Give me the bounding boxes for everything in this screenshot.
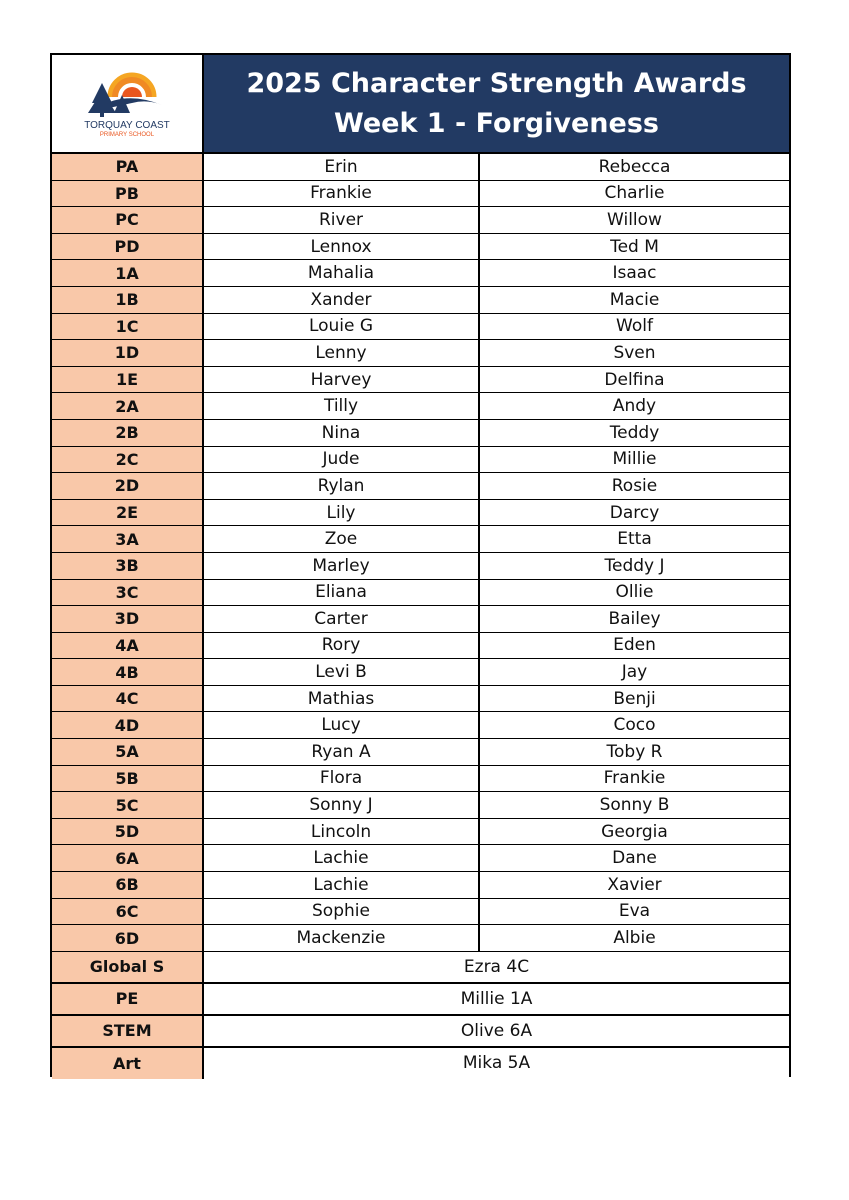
class-row — [52, 314, 789, 341]
class-label: 3D — [52, 606, 204, 632]
logo-text-line2: PRIMARY SCHOOL — [99, 132, 155, 138]
award-name-1: Rylan — [204, 473, 480, 499]
class-row — [52, 925, 789, 952]
class-label: 2B — [52, 420, 204, 446]
award-name-1: Louie G — [204, 314, 480, 340]
award-name-1: Lucy — [204, 712, 480, 738]
class-row — [52, 899, 789, 926]
class-label: 4C — [52, 686, 204, 712]
class-row — [52, 553, 789, 580]
award-name-2: Andy — [480, 393, 789, 419]
award-name-1: Zoe — [204, 526, 480, 552]
award-name-2: Coco — [480, 712, 789, 738]
class-label: 1E — [52, 367, 204, 393]
award-name-2: Frankie — [480, 766, 789, 792]
special-award-row — [52, 1016, 789, 1048]
award-name-2: Bailey — [480, 606, 789, 632]
special-award-name: Mika 5A — [204, 1048, 789, 1079]
title-banner — [204, 55, 789, 154]
award-name-2: Isaac — [480, 260, 789, 286]
special-award-row — [52, 984, 789, 1016]
class-row — [52, 340, 789, 367]
class-label: 6B — [52, 872, 204, 898]
award-name-2: Sonny B — [480, 792, 789, 818]
award-name-2: Teddy — [480, 420, 789, 446]
class-row — [52, 500, 789, 527]
award-name-2: Toby R — [480, 739, 789, 765]
class-row — [52, 473, 789, 500]
award-name-2: Sven — [480, 340, 789, 366]
award-name-1: Lincoln — [204, 819, 480, 845]
award-name-2: Ted M — [480, 234, 789, 260]
award-name-2: Wolf — [480, 314, 789, 340]
class-row — [52, 260, 789, 287]
special-award-name: Ezra 4C — [204, 952, 789, 982]
class-label: 2D — [52, 473, 204, 499]
class-row — [52, 234, 789, 261]
award-name-1: Sophie — [204, 899, 480, 925]
award-name-2: Benji — [480, 686, 789, 712]
category-label: Global S — [52, 952, 204, 982]
logo-text-line1: TORQUAY COAST — [84, 120, 170, 131]
class-row — [52, 181, 789, 208]
class-row — [52, 792, 789, 819]
class-row — [52, 580, 789, 607]
class-label: 6C — [52, 899, 204, 925]
award-name-2: Etta — [480, 526, 789, 552]
class-label: 6D — [52, 925, 204, 951]
class-row — [52, 393, 789, 420]
class-row — [52, 845, 789, 872]
class-label: 2E — [52, 500, 204, 526]
award-name-1: Lachie — [204, 845, 480, 871]
class-label: 6A — [52, 845, 204, 871]
category-label: Art — [52, 1048, 204, 1079]
award-name-2: Rosie — [480, 473, 789, 499]
class-label: 1B — [52, 287, 204, 313]
class-label: 2C — [52, 447, 204, 473]
class-label: 1D — [52, 340, 204, 366]
class-row — [52, 420, 789, 447]
class-label: 5C — [52, 792, 204, 818]
award-name-2: Albie — [480, 925, 789, 951]
award-name-1: Rory — [204, 633, 480, 659]
award-name-1: Flora — [204, 766, 480, 792]
class-row — [52, 447, 789, 474]
award-name-1: Frankie — [204, 181, 480, 207]
class-row — [52, 819, 789, 846]
award-name-1: Jude — [204, 447, 480, 473]
special-award-name: Millie 1A — [204, 984, 789, 1014]
award-name-1: Harvey — [204, 367, 480, 393]
class-row — [52, 739, 789, 766]
award-name-2: Georgia — [480, 819, 789, 845]
award-name-2: Teddy J — [480, 553, 789, 579]
class-label: 4B — [52, 659, 204, 685]
class-label: 3C — [52, 580, 204, 606]
award-name-2: Jay — [480, 659, 789, 685]
class-row — [52, 154, 789, 181]
class-label: 5D — [52, 819, 204, 845]
class-label: 3B — [52, 553, 204, 579]
class-row — [52, 766, 789, 793]
award-name-2: Millie — [480, 447, 789, 473]
category-label: PE — [52, 984, 204, 1014]
award-name-1: Erin — [204, 154, 480, 180]
award-name-1: Lachie — [204, 872, 480, 898]
award-name-1: Tilly — [204, 393, 480, 419]
class-label: PC — [52, 207, 204, 233]
award-name-2: Rebecca — [480, 154, 789, 180]
award-name-1: Mathias — [204, 686, 480, 712]
class-row — [52, 659, 789, 686]
special-award-row — [52, 952, 789, 984]
class-row — [52, 606, 789, 633]
school-logo-icon — [52, 55, 202, 152]
award-name-2: Delfina — [480, 367, 789, 393]
class-label: 4D — [52, 712, 204, 738]
award-name-2: Willow — [480, 207, 789, 233]
award-rows — [52, 154, 789, 1075]
award-name-1: Xander — [204, 287, 480, 313]
class-row — [52, 712, 789, 739]
award-name-1: River — [204, 207, 480, 233]
class-row — [52, 367, 789, 394]
award-name-2: Xavier — [480, 872, 789, 898]
award-name-2: Darcy — [480, 500, 789, 526]
award-name-1: Marley — [204, 553, 480, 579]
award-name-2: Dane — [480, 845, 789, 871]
award-name-1: Sonny J — [204, 792, 480, 818]
class-row — [52, 872, 789, 899]
class-label: PB — [52, 181, 204, 207]
special-award-name: Olive 6A — [204, 1016, 789, 1046]
award-name-2: Eva — [480, 899, 789, 925]
class-label: 5A — [52, 739, 204, 765]
award-name-1: Eliana — [204, 580, 480, 606]
award-name-2: Charlie — [480, 181, 789, 207]
award-name-1: Mahalia — [204, 260, 480, 286]
award-name-1: Carter — [204, 606, 480, 632]
awards-table — [50, 53, 791, 1077]
class-label: 4A — [52, 633, 204, 659]
class-label: PA — [52, 154, 204, 180]
title-line-2: Week 1 - Forgiveness — [334, 107, 659, 139]
award-name-1: Mackenzie — [204, 925, 480, 951]
award-name-2: Ollie — [480, 580, 789, 606]
class-row — [52, 633, 789, 660]
class-label: PD — [52, 234, 204, 260]
class-label: 1A — [52, 260, 204, 286]
special-award-row — [52, 1048, 789, 1079]
logo-cell — [52, 55, 204, 154]
title-line-1: 2025 Character Strength Awards — [246, 67, 747, 99]
class-label: 3A — [52, 526, 204, 552]
class-label: 5B — [52, 766, 204, 792]
class-label: 1C — [52, 314, 204, 340]
class-row — [52, 526, 789, 553]
class-row — [52, 287, 789, 314]
award-name-2: Macie — [480, 287, 789, 313]
category-label: STEM — [52, 1016, 204, 1046]
award-name-1: Nina — [204, 420, 480, 446]
class-row — [52, 207, 789, 234]
award-name-1: Lily — [204, 500, 480, 526]
award-name-1: Levi B — [204, 659, 480, 685]
award-name-1: Lennox — [204, 234, 480, 260]
award-name-2: Eden — [480, 633, 789, 659]
class-label: 2A — [52, 393, 204, 419]
award-name-1: Lenny — [204, 340, 480, 366]
class-row — [52, 686, 789, 713]
award-name-1: Ryan A — [204, 739, 480, 765]
